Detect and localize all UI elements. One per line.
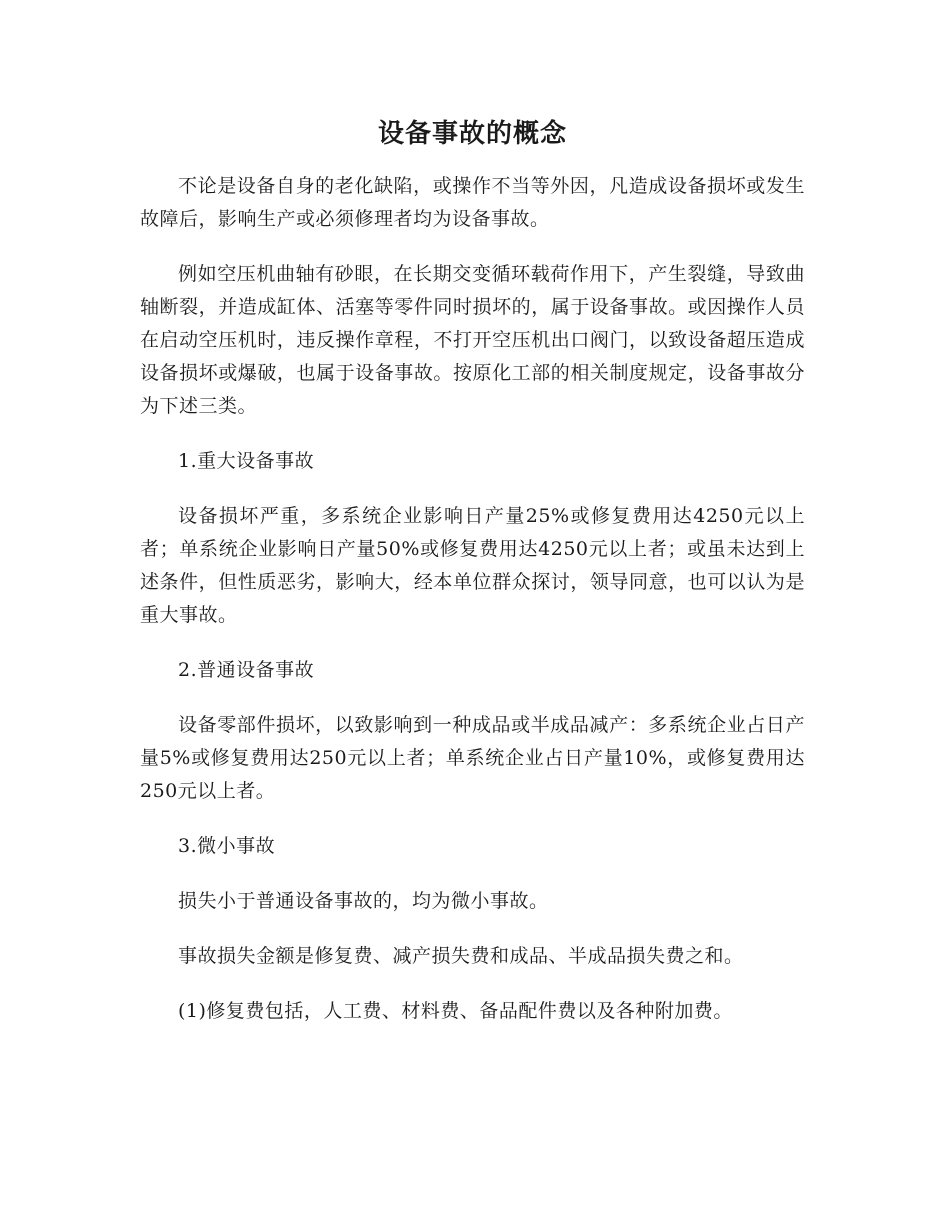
section-heading-ordinary: 2.普通设备事故 (178, 659, 315, 681)
document-page (140, 112, 805, 1050)
section-heading-major: 1.重大设备事故 (178, 450, 315, 472)
section-body-ordinary: 设备零部件损坏，以致影响到一种成品或半成品减产：多系统企业占日产量5%或修复费用达250元以上者；单系统企业占日产量10%，或修复费用达250元以上者。 (140, 714, 805, 802)
closing-paragraph-2: (1)修复费包括，人工费、材料费、备品配件费以及各种附加费。 (178, 1000, 733, 1022)
closing-paragraph-1: 事故损失金额是修复费、减产损失费和成品、半成品损失费之和。 (178, 945, 744, 967)
document-title: 设备事故的概念 (377, 119, 567, 149)
section-body-minor: 损失小于普通设备事故的，均为微小事故。 (178, 890, 549, 912)
intro-paragraph-1: 不论是设备自身的老化缺陷，或操作不当等外因，凡造成设备损坏或发生故障后，影响生产或必须修理者均为设备事故。 (140, 175, 805, 230)
section-heading-minor: 3.微小事故 (178, 835, 276, 857)
intro-paragraph-2: 例如空压机曲轴有砂眼，在长期交变循环载荷作用下，产生裂缝，导致曲轴断裂，并造成缸体、活塞等零件同时损坏的，属于设备事故。或因操作人员在启动空压机时，违反操作章程，不打开空压机出口阀门，以致设备超压造成设备损坏或爆破，也属于设备事故。按原化工部的相关制度规定，设备事故分为下述三类。 (140, 263, 805, 417)
section-body-major: 设备损坏严重，多系统企业影响日产量25%或修复费用达4250元以上者；单系统企业影响日产量50%或修复费用达4250元以上者；或虽未达到上述条件，但性质恶劣，影响大，经本单位群众探讨，领导同意，也可以认为是重大事故。 (140, 505, 805, 626)
